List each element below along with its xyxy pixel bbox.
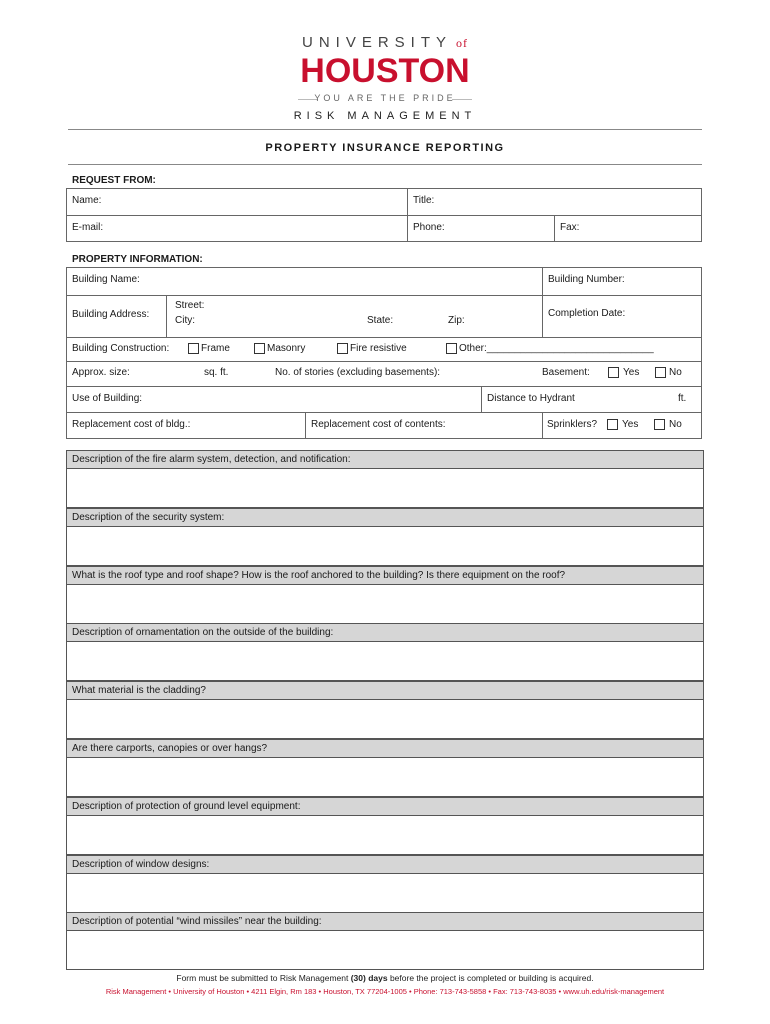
question-header: Description of potential “wind missiles” near the building: (67, 913, 703, 931)
note-post: before the project is completed or building is acquired. (387, 973, 594, 983)
question-security (66, 508, 704, 566)
basement-no-checkbox[interactable] (655, 367, 666, 378)
question-header: Description of ornamentation on the outside of the building: (67, 624, 703, 642)
answer-field-security[interactable] (67, 527, 703, 565)
request-from-grid (66, 188, 702, 242)
question-fire-alarm (66, 450, 704, 508)
title-field[interactable] (408, 189, 701, 216)
basement-yes-label: Yes (623, 367, 640, 378)
answer-field-window-designs[interactable] (67, 874, 703, 912)
question-roof (66, 566, 704, 624)
question-cladding (66, 681, 704, 739)
building-address-cell (67, 296, 167, 338)
email-field[interactable] (67, 216, 408, 241)
replacement-contents-label: Replacement cost of contents: (311, 419, 446, 430)
answer-field-cladding[interactable] (67, 700, 703, 738)
question-window-designs (66, 855, 704, 913)
property-info-grid (66, 267, 702, 439)
approx-size-label: Approx. size: (72, 367, 130, 378)
masonry-label: Masonry (267, 343, 306, 354)
fax-label: Fax: (560, 222, 580, 233)
question-wind-missiles (66, 912, 704, 970)
contact-info: Risk Management • University of Houston • 4211 Elgin, Rm 183 • Houston, TX 77204-1005 • Phone: 713-743-5858 • Fax: 713-743-8035 • www.uh.edu/risk-management (105, 987, 665, 996)
logo-university (0, 34, 770, 51)
department-name: RISK MANAGEMENT (293, 110, 477, 122)
submission-note (0, 973, 770, 983)
phone-label: Phone: (413, 222, 445, 233)
header-divider (68, 129, 702, 130)
answer-field-fire-alarm[interactable] (67, 469, 703, 507)
sprinklers-label: Sprinklers? (547, 419, 598, 430)
question-header: Description of the fire alarm system, detection, and notification: (67, 451, 703, 469)
replacement-bldg-field[interactable] (67, 413, 306, 438)
replacement-contents-field[interactable] (306, 413, 543, 438)
other-label: Other:______________________________ (459, 343, 654, 354)
sq-ft-label: sq. ft. (204, 367, 229, 378)
building-number-label: Building Number: (548, 274, 625, 285)
stories-label: No. of stories (excluding basements): (275, 367, 441, 378)
basement-yes-checkbox[interactable] (608, 367, 619, 378)
fire-resistive-checkbox[interactable] (337, 343, 348, 354)
note-pre: Form must be submitted to Risk Management (176, 973, 351, 983)
construction-label: Building Construction: (72, 343, 170, 354)
note-days: (30) days (350, 973, 388, 983)
email-label: E-mail: (72, 222, 104, 233)
completion-date-label: Completion Date: (548, 308, 626, 319)
answer-field-ground-equipment[interactable] (67, 816, 703, 854)
replacement-bldg-label: Replacement cost of bldg.: (72, 419, 191, 430)
size-row (67, 362, 701, 387)
building-name-field[interactable] (67, 268, 543, 296)
use-of-building-field[interactable] (67, 387, 482, 413)
basement-label: Basement: (542, 367, 590, 378)
question-header: Are there carports, canopies or over hangs? (67, 740, 703, 758)
answer-field-wind-missiles[interactable] (67, 931, 703, 969)
sprinklers-no-label: No (669, 419, 682, 430)
logo-tagline: YOU ARE THE PRIDE (314, 93, 456, 103)
address-fields[interactable] (167, 296, 543, 338)
zip-label: Zip: (448, 315, 465, 326)
city-label: City: (175, 315, 195, 326)
building-name-label: Building Name: (72, 274, 140, 285)
question-header: What is the roof type and roof shape? How is the roof anchored to the building? Is there equipment on the roof? (67, 567, 703, 585)
question-ornamentation (66, 623, 704, 681)
basement-no-label: No (669, 367, 682, 378)
building-number-field[interactable] (543, 268, 701, 296)
question-ground-equipment (66, 797, 704, 855)
logo-houston: HOUSTON (300, 52, 470, 90)
sprinklers-yes-checkbox[interactable] (607, 419, 618, 430)
title-label: Title: (413, 195, 435, 206)
name-field[interactable] (67, 189, 408, 216)
section-property-info: PROPERTY INFORMATION: (72, 254, 203, 265)
masonry-checkbox[interactable] (254, 343, 265, 354)
hydrant-label: Distance to Hydrant (487, 393, 575, 404)
form-title: PROPERTY INSURANCE REPORTING (265, 142, 505, 154)
construction-row (67, 338, 701, 362)
building-address-label: Building Address: (72, 309, 150, 320)
question-header: Description of the security system: (67, 509, 703, 527)
state-label: State: (367, 315, 394, 326)
logo-of-text: of (456, 36, 468, 50)
section-request-from: REQUEST FROM: (72, 175, 156, 186)
use-of-building-label: Use of Building: (72, 393, 143, 404)
question-header: Description of window designs: (67, 856, 703, 874)
phone-field[interactable] (408, 216, 555, 241)
ft-label: ft. (678, 393, 687, 404)
name-label: Name: (72, 195, 102, 206)
frame-label: Frame (201, 343, 230, 354)
frame-checkbox[interactable] (188, 343, 199, 354)
question-header: What material is the cladding? (67, 682, 703, 700)
street-label: Street: (175, 300, 205, 311)
answer-field-ornamentation[interactable] (67, 642, 703, 680)
title-divider (68, 164, 702, 165)
answer-field-roof[interactable] (67, 585, 703, 623)
answer-field-carports[interactable] (67, 758, 703, 796)
question-carports (66, 739, 704, 797)
fire-resistive-label: Fire resistive (350, 343, 407, 354)
sprinklers-yes-label: Yes (622, 419, 639, 430)
sprinklers-no-checkbox[interactable] (654, 419, 665, 430)
completion-date-field[interactable] (543, 296, 701, 338)
sprinklers-cell (543, 413, 701, 438)
other-checkbox[interactable] (446, 343, 457, 354)
logo-university-text: UNIVERSITY (301, 34, 452, 51)
fax-field[interactable] (555, 216, 701, 241)
hydrant-field[interactable] (482, 387, 701, 413)
question-header: Description of protection of ground level equipment: (67, 798, 703, 816)
